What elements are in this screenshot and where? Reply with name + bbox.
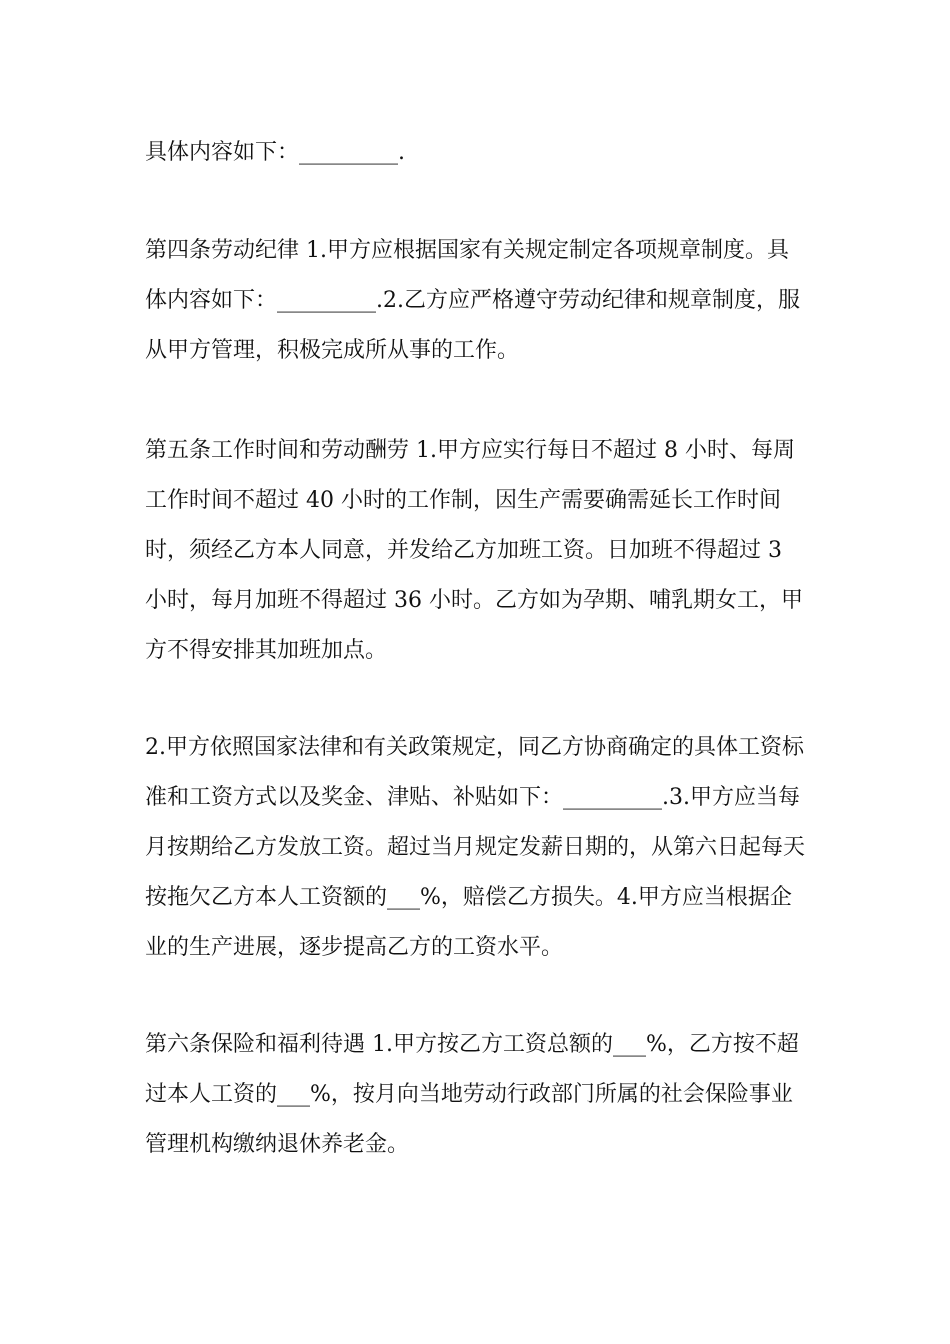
paragraph-article-5-working-hours: 第五条工作时间和劳动酬劳 1.甲方应实行每日不超过 8 小时、每周工作时间不超过 40 小时的工作制，因生产需要确需延长工作时间时，须经乙方本人同意，并发给乙方加班工资。日加班不得超过 3 小时，每月加班不得超过 36 小时。乙方如为孕期、哺乳期女工，甲方不得安排其加班加点。	[145, 438, 803, 663]
paragraph-content-intro: 具体内容如下：_________.	[145, 140, 405, 165]
paragraph-article-4-labor-discipline: 第四条劳动纪律 1.甲方应根据国家有关规定制定各项规章制度。具体内容如下：_________.2.乙方应严格遵守劳动纪律和规章制度，服从甲方管理，积极完成所从事的工作。	[145, 238, 800, 363]
paragraph-article-5-wages: 2.甲方依照国家法律和有关政策规定，同乙方协商确定的具体工资标准和工资方式以及奖金、津贴、补贴如下：_________.3.甲方应当每月按期给乙方发放工资。超过当月规定发薪日期的，从第六日起每天按拖欠乙方本人工资额的___%，赔偿乙方损失。4.甲方应当根据企业的生产进展，逐步提高乙方的工资水平。	[145, 735, 806, 960]
paragraph-article-6-insurance: 第六条保险和福利待遇 1.甲方按乙方工资总额的___%，乙方按不超过本人工资的___%，按月向当地劳动行政部门所属的社会保险事业管理机构缴纳退休养老金。	[145, 1032, 799, 1157]
